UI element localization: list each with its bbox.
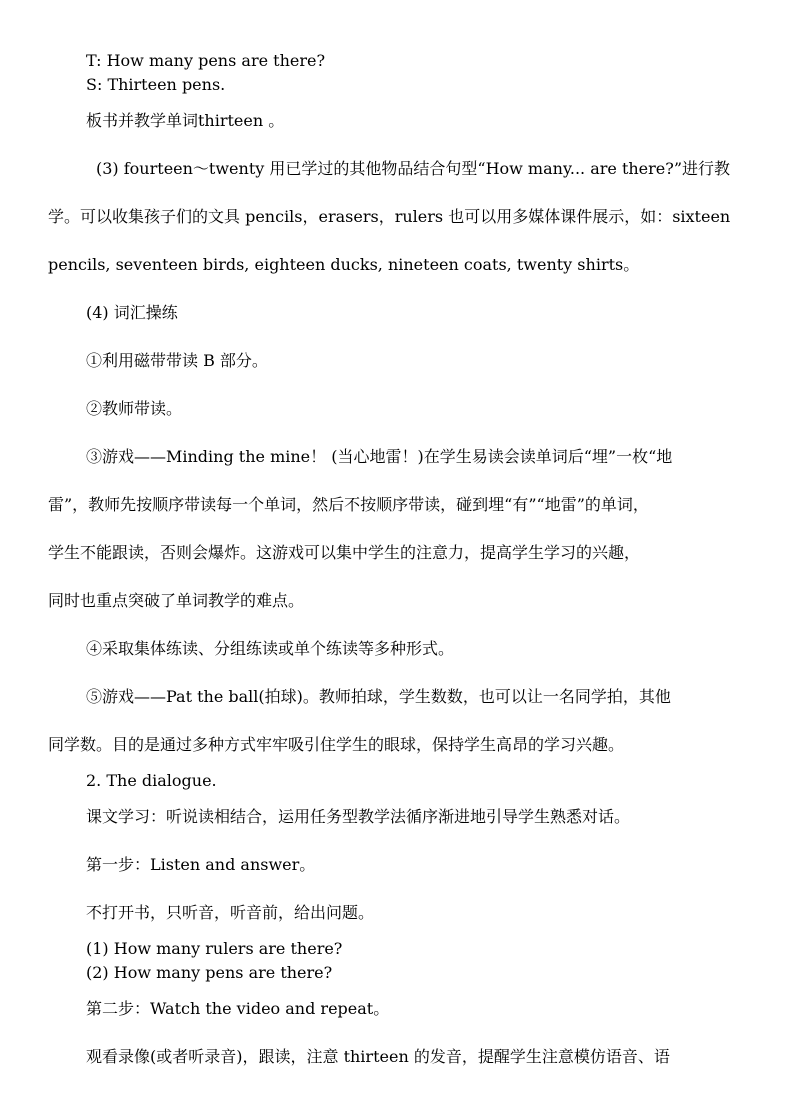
section-heading: (4) 词汇操练 bbox=[86, 303, 178, 322]
step-heading: 第一步：Listen and answer。 bbox=[86, 855, 316, 874]
paragraph-line: 观看录像(或者听录音)，跟读，注意 thirteen 的发音，提醒学生注意模仿语音、语 bbox=[86, 1047, 670, 1066]
list-item: ②教师带读。 bbox=[86, 399, 183, 418]
list-item: ⑤游戏——Pat the ball(拍球)。教师拍球，学生数数，也可以让一名同学拍，其他 bbox=[86, 687, 671, 706]
paragraph-line: (3) fourteen～twenty 用已学过的其他物品结合句型“How many... are there?”进行教 bbox=[96, 159, 731, 178]
list-item: ①利用磁带带读 B 部分。 bbox=[86, 351, 268, 370]
paragraph-line: 学生不能跟读，否则会爆炸。这游戏可以集中学生的注意力，提高学生学习的兴趣， bbox=[48, 543, 641, 562]
paragraph-line: 学。可以收集孩子们的文具 pencils，erasers，rulers 也可以用多媒体课件展示，如：sixteen bbox=[48, 207, 731, 226]
question-item: (2) How many pens are there? bbox=[86, 963, 333, 982]
paragraph-line: 板书并教学单词thirteen 。 bbox=[86, 111, 285, 130]
paragraph-line: 同时也重点突破了单词教学的难点。 bbox=[48, 591, 305, 610]
paragraph-line: 不打开书，只听音，听音前，给出问题。 bbox=[86, 903, 375, 922]
question-item: (1) How many rulers are there? bbox=[86, 939, 343, 958]
list-item: ③游戏——Minding the mine！ (当心地雷！)在学生易读会读单词后“埋”一枚“地 bbox=[86, 447, 673, 466]
list-item: ④采取集体练读、分组练读或单个练读等多种形式。 bbox=[86, 639, 455, 658]
paragraph-line: 雷”，教师先按顺序带读每一个单词，然后不按顺序带读，碰到埋“有”“地雷”的单词， bbox=[48, 495, 649, 514]
paragraph-line: pencils, seventeen birds, eighteen ducks, nineteen coats, twenty shirts。 bbox=[48, 255, 640, 274]
dialogue-line-student: S: Thirteen pens. bbox=[86, 75, 226, 94]
step-heading: 第二步：Watch the video and repeat。 bbox=[86, 999, 390, 1018]
paragraph-line: 同学数。目的是通过多种方式牢牢吸引住学生的眼球，保持学生高昂的学习兴趣。 bbox=[48, 735, 625, 754]
section-heading: 2. The dialogue. bbox=[86, 771, 217, 790]
dialogue-line-teacher: T: How many pens are there? bbox=[86, 51, 326, 70]
paragraph-line: 课文学习：听说读相结合，运用任务型教学法循序渐进地引导学生熟悉对话。 bbox=[86, 807, 631, 826]
